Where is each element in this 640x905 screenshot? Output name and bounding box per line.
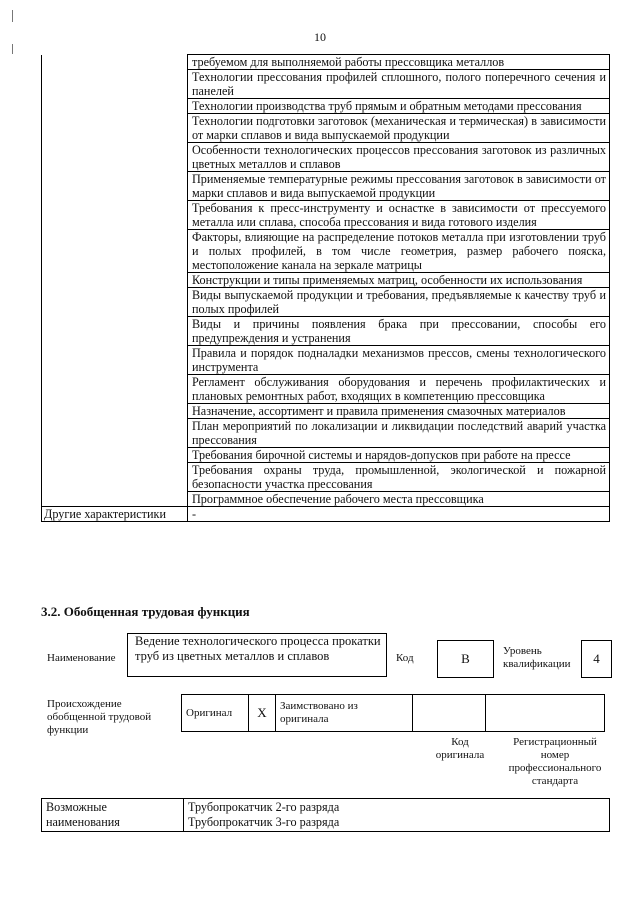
code-original-cell: [413, 695, 486, 732]
list-item: Трубопрокатчик 3-го разряда: [188, 815, 340, 829]
knowledge-item: Особенности технологических процессов прессования заготовок из различных цветных металлов и сплавов: [188, 143, 610, 172]
knowledge-item: Технологии прессования профилей сплошного, полого поперечного сечения и панелей: [188, 70, 610, 99]
table-row: [42, 55, 610, 70]
knowledge-item: Конструкции и типы применяемых матриц, особенности их использования: [188, 273, 610, 288]
knowledge-item: Технологии подготовки заготовок (механическая и термическая) в зависимости от марки сплавов и вида выпускаемой продукции: [188, 114, 610, 143]
origin-table: [181, 694, 605, 732]
page-number: 10: [314, 30, 326, 44]
reg-number-caption: Регистрационный номер профессионального стандарта: [508, 736, 602, 787]
knowledge-item: Назначение, ассортимент и правила применения смазочных материалов: [188, 404, 610, 419]
scan-mark: [12, 44, 13, 54]
knowledge-item: Виды выпускаемой продукции и требования, предъявляемые к качеству труб и полых профилей: [188, 288, 610, 317]
table-row: [42, 507, 610, 522]
knowledge-item: Правила и порядок подналадки механизмов прессов, смены технологического инструмента: [188, 346, 610, 375]
other-characteristics-label: Другие характеристики: [42, 507, 188, 522]
possible-names-label: Возможные наименования: [42, 799, 184, 832]
possible-names-table: [41, 798, 610, 832]
code-value-box: B: [437, 640, 494, 678]
possible-names-values: [184, 799, 610, 832]
knowledge-item: Факторы, влияющие на распределение потоков металла при изготовлении труб и полых профилей, в том числе геометрия, размер рабочего пояска, местоположение канала на зеркале матрицы: [188, 230, 610, 273]
code-original-caption: Код оригинала: [435, 736, 485, 761]
knowledge-item: Программное обеспечение рабочего места прессовщика: [188, 492, 610, 507]
knowledge-item: Требования охраны труда, промышленной, экологической и пожарной безопасности участка прессования: [188, 463, 610, 492]
origin-label: Происхождение обобщенной трудовой функции: [47, 698, 152, 736]
knowledge-item: требуемом для выполняемой работы прессовщика металлов: [188, 55, 610, 70]
other-characteristics-value: -: [188, 507, 610, 522]
scan-mark: [12, 10, 13, 22]
original-label: Оригинал: [182, 695, 249, 732]
knowledge-item: Требования к пресс-инструменту и оснастке в зависимости от прессуемого металла или сплава, способа прессования и вида готового изделия: [188, 201, 610, 230]
knowledge-item: План мероприятий по локализации и ликвидации последствий аварий участка прессования: [188, 419, 610, 448]
borrowed-label: Заимствовано из оригинала: [276, 695, 413, 732]
row-header-empty: [42, 55, 188, 507]
qualification-level-box: 4: [581, 640, 612, 678]
code-label: Код: [396, 652, 414, 664]
knowledge-table: [41, 54, 610, 522]
knowledge-item: Требования бирочной системы и нарядов-допусков при работе на прессе: [188, 448, 610, 463]
section-title: 3.2. Обобщенная трудовая функция: [41, 604, 250, 619]
knowledge-item: Регламент обслуживания оборудования и перечень профилактических и плановых ремонтных работ, входящих в компетенцию прессовщика: [188, 375, 610, 404]
knowledge-item: Применяемые температурные режимы прессования заготовок в зависимости от марки сплавов и вида выпускаемой продукции: [188, 172, 610, 201]
function-name-box: Ведение технологического процесса прокатки труб из цветных металлов и сплавов: [127, 633, 387, 677]
original-mark: X: [249, 695, 276, 732]
reg-number-cell: [486, 695, 605, 732]
name-label: Наименование: [47, 652, 116, 664]
qualification-level-label: Уровень квалификации: [503, 645, 571, 670]
knowledge-item: Виды и причины появления брака при прессовании, способы его предупреждения и устранения: [188, 317, 610, 346]
list-item: Трубопрокатчик 2-го разряда: [188, 800, 340, 814]
knowledge-item: Технологии производства труб прямым и обратным методами прессования: [188, 99, 610, 114]
